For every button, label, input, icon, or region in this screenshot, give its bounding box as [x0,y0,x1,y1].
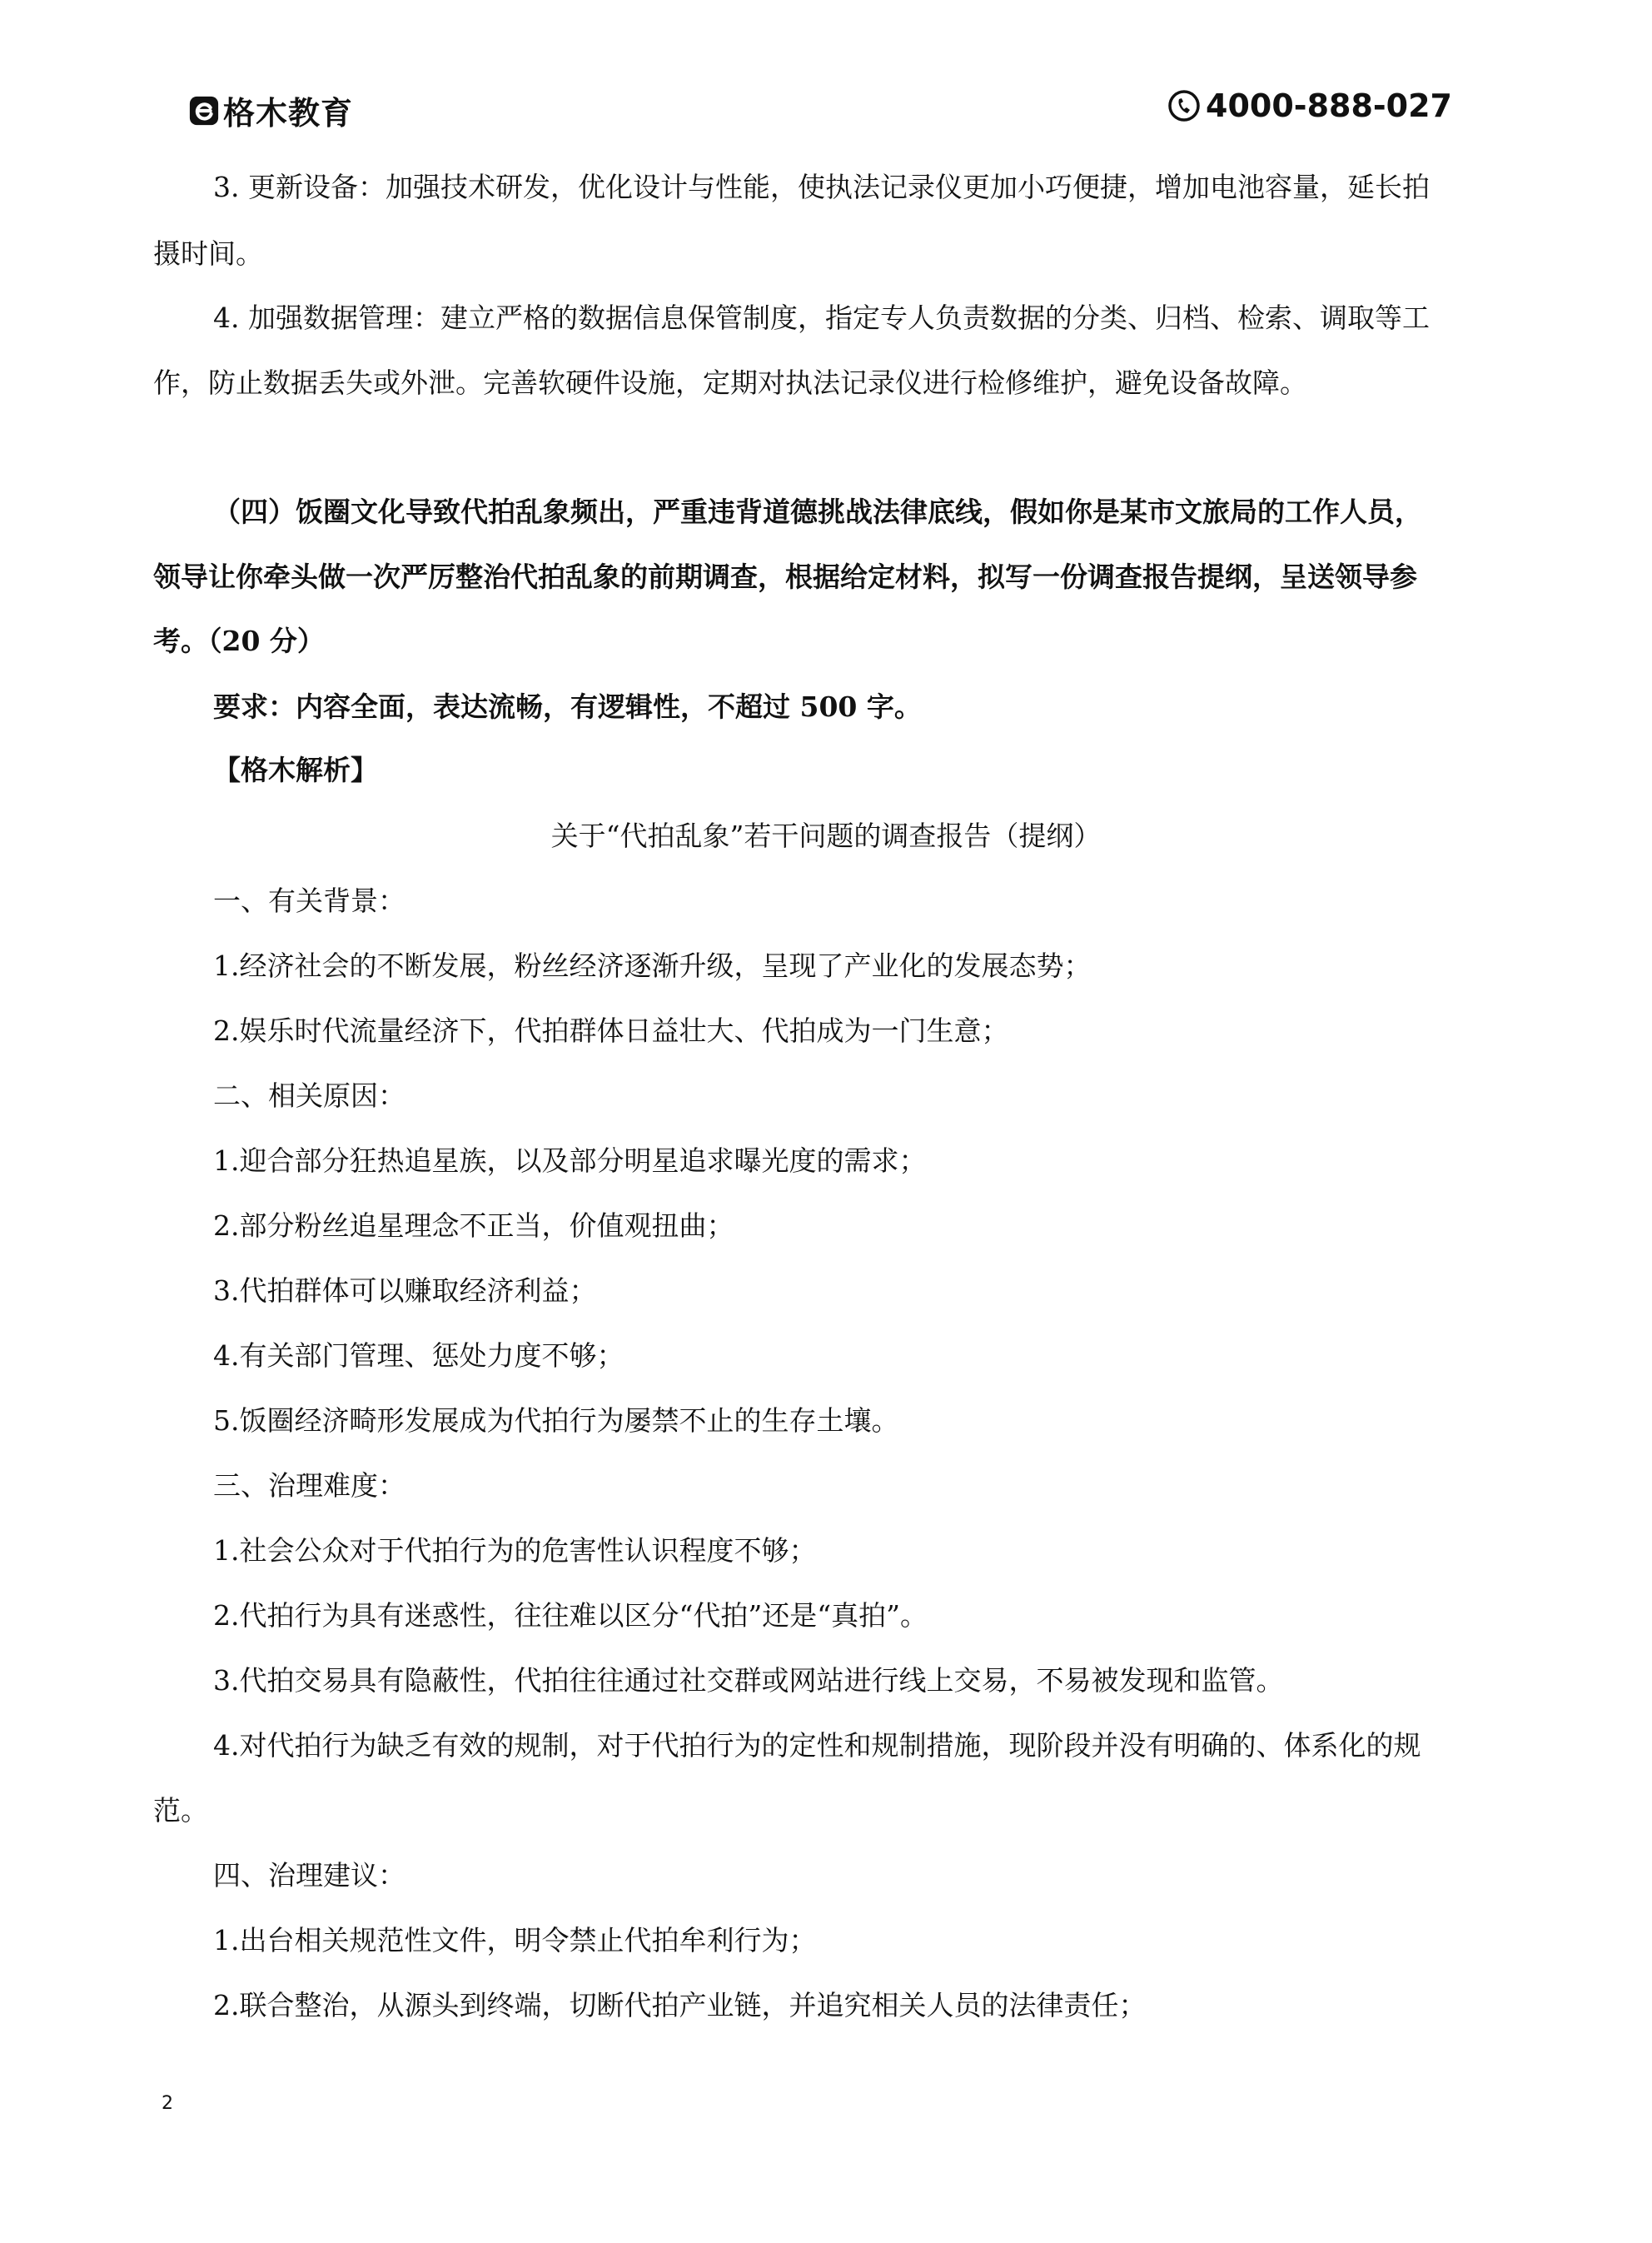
phone-number: 4000-888-027 [1206,87,1452,124]
list-item: 2.娱乐时代流量经济下，代拍群体日益壮大、代拍成为一门生意； [213,1014,1009,1047]
paragraph-line: 作，防止数据丢失或外泄。完善软硬件设施，定期对执法记录仪进行检修维护，避免设备故障。 [153,366,1307,399]
requirement-line: 要求：内容全面，表达流畅，有逻辑性，不超过 500 字。 [213,690,922,723]
brand-name: 格木教育 [223,95,354,132]
list-item: 3.代拍群体可以赚取经济利益； [213,1274,597,1307]
brand-logo-icon [188,95,220,127]
page-number: 2 [162,2093,173,2114]
analysis-heading: 【格木解析】 [213,754,378,786]
list-item: 5.饭圈经济畸形发展成为代拍行为屡禁不止的生存土壤。 [213,1404,899,1437]
paragraph-line: 3. 更新设备：加强技术研发，优化设计与性能，使执法记录仪更加小巧便捷，增加电池容量，延长拍 [213,171,1430,203]
list-item: 1.经济社会的不断发展，粉丝经济逐渐升级，呈现了产业化的发展态势； [213,950,1092,982]
brand-logo [188,87,353,133]
phone-icon [1167,89,1201,122]
paragraph-line: 4. 加强数据管理：建立严格的数据信息保管制度，指定专人负责数据的分类、归档、检索、调取等工 [213,302,1430,334]
list-item: 1.出台相关规范性文件，明令禁止代拍牟利行为； [213,1924,817,1956]
page-header [188,87,1452,137]
question-line: 考。（20 分） [153,625,325,657]
hotline [1167,87,1452,124]
list-item: 1.社会公众对于代拍行为的危害性认识程度不够； [213,1534,817,1567]
list-item-continuation: 范。 [153,1794,208,1827]
list-item: 2.部分粉丝追星理念不正当，价值观扭曲； [213,1209,734,1242]
question-line: （四）饭圈文化导致代拍乱象频出，严重违背道德挑战法律底线，假如你是某市文旅局的工作人员， [213,496,1422,528]
section-heading: 四、治理建议： [213,1859,406,1892]
section-heading: 一、有关背景： [213,885,406,917]
list-item: 4.有关部门管理、惩处力度不够； [213,1339,624,1372]
list-item: 2.代拍行为具有迷惑性，往往难以区分“代拍”还是“真拍”。 [213,1599,928,1632]
list-item: 4.对代拍行为缺乏有效的规制，对于代拍行为的定性和规制措施，现阶段并没有明确的、体系化的规 [213,1729,1421,1762]
paragraph-line: 摄时间。 [153,237,263,270]
question-line: 领导让你牵头做一次严厉整治代拍乱象的前期调查，根据给定材料，拟写一份调查报告提纲，呈送领导参 [153,561,1417,593]
section-heading: 二、相关原因： [213,1079,406,1112]
report-title: 关于“代拍乱象”若干问题的调查报告（提纲） [550,820,1102,852]
list-item: 1.迎合部分狂热追星族，以及部分明星追求曝光度的需求； [213,1144,927,1177]
list-item: 3.代拍交易具有隐蔽性，代拍往往通过社交群或网站进行线上交易，不易被发现和监管。 [213,1664,1284,1697]
list-item: 2.联合整治，从源头到终端，切断代拍产业链，并追究相关人员的法律责任； [213,1989,1147,2021]
section-heading: 三、治理难度： [213,1469,406,1502]
